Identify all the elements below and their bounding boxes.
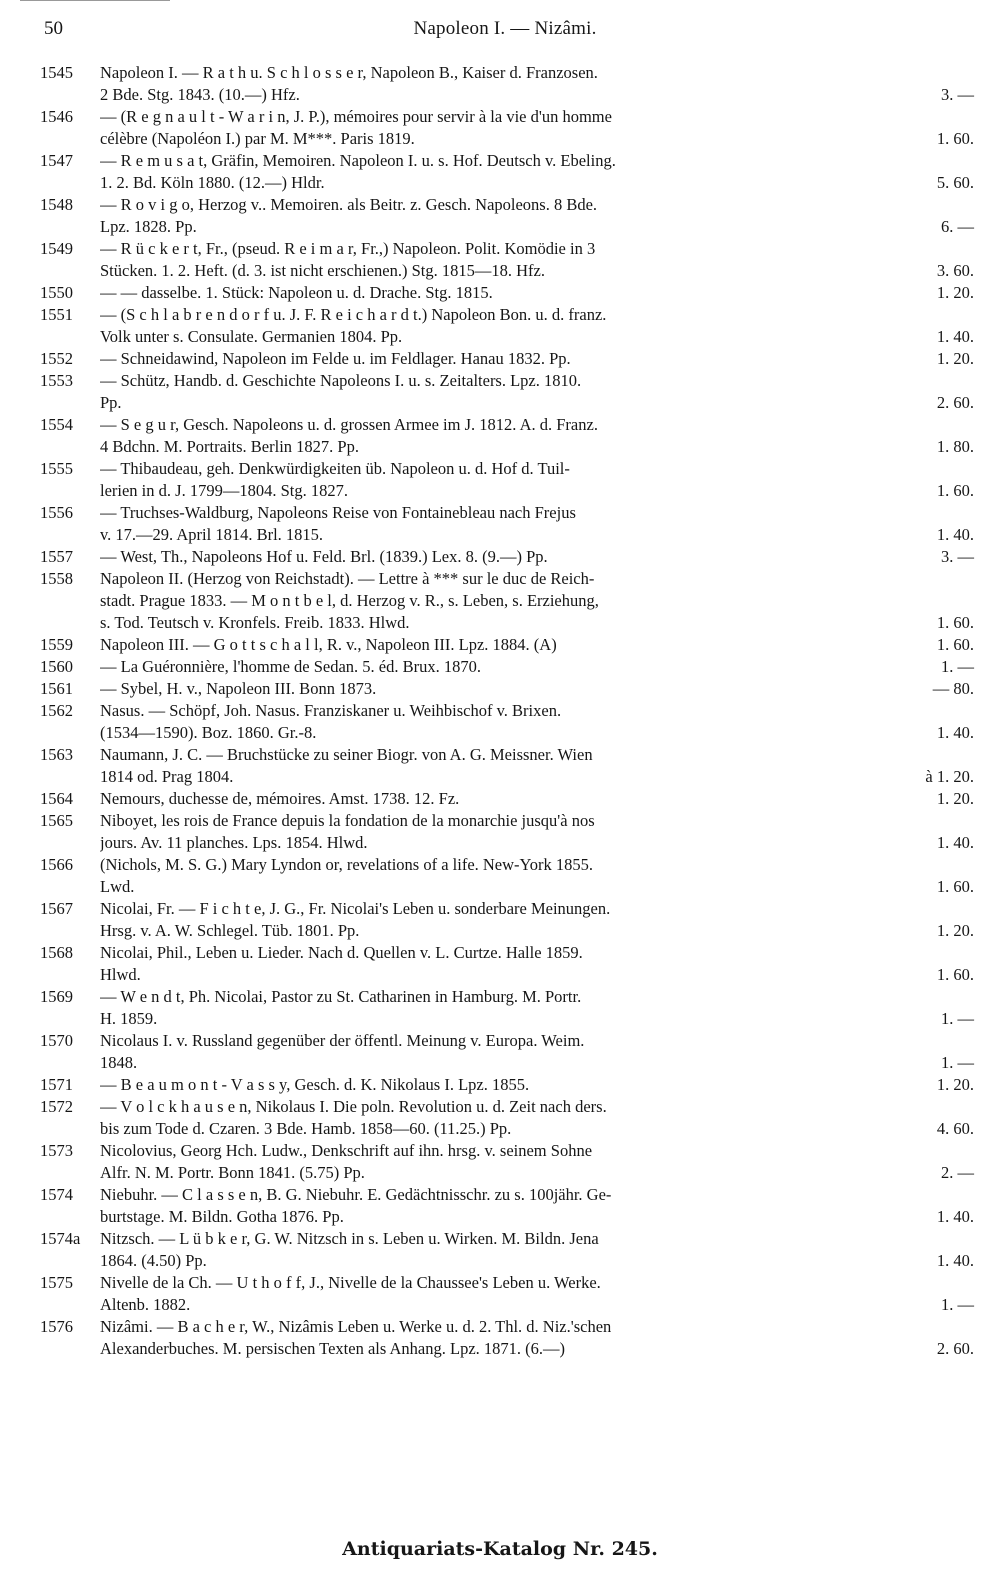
entry-text: Hrsg. v. A. W. Schlegel. Tüb. 1801. Pp. xyxy=(100,921,360,940)
entry-line xyxy=(100,612,974,634)
entry-description xyxy=(100,194,974,238)
catalog-entry xyxy=(40,414,974,458)
top-edge-rule xyxy=(20,0,170,1)
entry-line xyxy=(100,964,974,986)
entry-line xyxy=(100,1250,974,1272)
entry-line xyxy=(100,436,974,458)
catalog-entry xyxy=(40,348,974,370)
entry-line xyxy=(100,656,974,678)
entry-line xyxy=(100,898,974,920)
catalog-entry xyxy=(40,1272,974,1316)
entry-line xyxy=(100,502,974,524)
entry-price: 1. 60. xyxy=(936,481,974,500)
entry-price: 1. 40. xyxy=(936,1251,974,1270)
entry-description xyxy=(100,1030,974,1074)
entry-text: Napoleon III. — G o t t s c h a l l, R. v., Napoleon III. Lpz. 1884. (A) xyxy=(100,635,557,654)
entry-number: 1564 xyxy=(40,789,73,808)
entry-line xyxy=(100,920,974,942)
entry-number: 1549 xyxy=(40,239,73,258)
entry-number: 1562 xyxy=(40,701,73,720)
entry-number: 1551 xyxy=(40,305,73,324)
entry-line xyxy=(100,62,974,84)
entry-number: 1574a xyxy=(40,1229,81,1248)
entry-line xyxy=(100,326,974,348)
entry-number: 1571 xyxy=(40,1075,73,1094)
entry-price: 1. 20. xyxy=(936,283,974,302)
entry-price: 1. — xyxy=(941,657,974,676)
entry-text: Nicolovius, Georg Hch. Ludw., Denkschrift auf ihn. hrsg. v. seinem Sohne xyxy=(100,1141,593,1160)
entry-text: — S e g u r, Gesch. Napoleons u. d. grossen Armee im J. 1812. A. d. Franz. xyxy=(100,415,598,434)
entry-line xyxy=(100,1140,974,1162)
entry-text: — R ü c k e r t, Fr., (pseud. R e i m a r, Fr.,) Napoleon. Polit. Komödie in 3 xyxy=(100,239,596,258)
entry-line xyxy=(100,1272,974,1294)
entry-line xyxy=(100,942,974,964)
entry-text: 1814 od. Prag 1804. xyxy=(100,767,234,786)
entry-description xyxy=(100,942,974,986)
entry-price: 1. 20. xyxy=(936,921,974,940)
catalog-entry xyxy=(40,194,974,238)
entry-text: Nizâmi. — B a c h e r, W., Nizâmis Leben u. Werke u. d. 2. Thl. d. Niz.'schen xyxy=(100,1317,612,1336)
catalog-entry xyxy=(40,700,974,744)
catalog-footer: Antiquariats-Katalog Nr. 245. xyxy=(342,1538,658,1560)
entry-number: 1568 xyxy=(40,943,73,962)
entry-description xyxy=(100,414,974,458)
entry-text: — W e n d t, Ph. Nicolai, Pastor zu St. Catharinen in Hamburg. M. Portr. xyxy=(100,987,582,1006)
entry-price: 2. 60. xyxy=(936,393,974,412)
entry-text: Nemours, duchesse de, mémoires. Amst. 1738. 12. Fz. xyxy=(100,789,460,808)
entry-text: — B e a u m o n t - V a s s y, Gesch. d. K. Nikolaus I. Lpz. 1855. xyxy=(100,1075,530,1094)
entry-number: 1548 xyxy=(40,195,73,214)
catalog-entry xyxy=(40,1140,974,1184)
entry-number: 1553 xyxy=(40,371,73,390)
catalog-entry xyxy=(40,62,974,106)
entry-line xyxy=(100,832,974,854)
entry-line xyxy=(100,1184,974,1206)
entry-line xyxy=(100,348,974,370)
entry-description xyxy=(100,106,974,150)
catalog-entry xyxy=(40,458,974,502)
entry-text: Alfr. N. M. Portr. Bonn 1841. (5.75) Pp. xyxy=(100,1163,365,1182)
entry-text: Napoleon I. — R a t h u. S c h l o s s e r, Napoleon B., Kaiser d. Franzosen. xyxy=(100,63,598,82)
entry-text: — West, Th., Napoleons Hof u. Feld. Brl. (1839.) Lex. 8. (9.—) Pp. xyxy=(100,547,548,566)
catalog-entry xyxy=(40,1184,974,1228)
entry-description xyxy=(100,634,974,656)
catalog-entry xyxy=(40,788,974,810)
entry-price: — 80. xyxy=(932,679,974,698)
entry-number: 1561 xyxy=(40,679,73,698)
entry-text: Nicolai, Fr. — F i c h t e, J. G., Fr. Nicolai's Leben u. sonderbare Meinungen. xyxy=(100,899,611,918)
entry-description xyxy=(100,788,974,810)
entry-number: 1575 xyxy=(40,1273,73,1292)
entry-line xyxy=(100,1162,974,1184)
entry-text: Nicolai, Phil., Leben u. Lieder. Nach d. Quellen v. L. Curtze. Halle 1859. xyxy=(100,943,583,962)
entry-text: Altenb. 1882. xyxy=(100,1295,191,1314)
entry-text: — V o l c k h a u s e n, Nikolaus I. Die poln. Revolution u. d. Zeit nach ders. xyxy=(100,1097,607,1116)
entry-description xyxy=(100,282,974,304)
entry-line xyxy=(100,766,974,788)
entry-line xyxy=(100,150,974,172)
entry-text: stadt. Prague 1833. — M o n t b e l, d. Herzog v. R., s. Leben, s. Erziehung, xyxy=(100,591,599,610)
entry-description xyxy=(100,656,974,678)
catalog-entry xyxy=(40,238,974,282)
entry-number: 1547 xyxy=(40,151,73,170)
catalog-entry xyxy=(40,546,974,568)
entry-text: (Nichols, M. S. G.) Mary Lyndon or, revelations of a life. New-York 1855. xyxy=(100,855,594,874)
entry-line xyxy=(100,1030,974,1052)
entry-line xyxy=(100,260,974,282)
entry-text: — Thibaudeau, geh. Denkwürdigkeiten üb. Napoleon u. d. Hof d. Tuil- xyxy=(100,459,570,478)
entry-line xyxy=(100,546,974,568)
entry-text: Napoleon II. (Herzog von Reichstadt). — Lettre à *** sur le duc de Reich- xyxy=(100,569,595,588)
entry-description xyxy=(100,62,974,106)
entry-text: Hlwd. xyxy=(100,965,141,984)
catalog-entry xyxy=(40,568,974,634)
entry-line xyxy=(100,1316,974,1338)
catalog-entry xyxy=(40,1030,974,1074)
entry-text: 1. 2. Bd. Köln 1880. (12.—) Hldr. xyxy=(100,173,325,192)
entry-text: Nitzsch. — L ü b k e r, G. W. Nitzsch in s. Leben u. Wirken. M. Bildn. Jena xyxy=(100,1229,599,1248)
entry-text: Pp. xyxy=(100,393,122,412)
entry-text: — — dasselbe. 1. Stück: Napoleon u. d. Drache. Stg. 1815. xyxy=(100,283,493,302)
entry-text: Lpz. 1828. Pp. xyxy=(100,217,197,236)
entry-line xyxy=(100,810,974,832)
entry-line xyxy=(100,788,974,810)
entry-price: 1. 40. xyxy=(936,723,974,742)
entry-price: 2. 60. xyxy=(936,1339,974,1358)
entry-text: — Schütz, Handb. d. Geschichte Napoleons I. u. s. Zeitalters. Lpz. 1810. xyxy=(100,371,582,390)
entry-line xyxy=(100,1008,974,1030)
entry-line xyxy=(100,172,974,194)
entry-line xyxy=(100,194,974,216)
entry-line xyxy=(100,458,974,480)
entry-text: 4 Bdchn. M. Portraits. Berlin 1827. Pp. xyxy=(100,437,359,456)
catalog-entry xyxy=(40,986,974,1030)
entry-text: v. 17.—29. April 1814. Brl. 1815. xyxy=(100,525,324,544)
entry-description xyxy=(100,502,974,546)
entry-number: 1567 xyxy=(40,899,73,918)
entry-text: Lwd. xyxy=(100,877,135,896)
entry-line xyxy=(100,1294,974,1316)
entry-text: jours. Av. 11 planches. Lps. 1854. Hlwd. xyxy=(100,833,368,852)
entry-line xyxy=(100,1206,974,1228)
entry-line xyxy=(100,1074,974,1096)
entry-description xyxy=(100,986,974,1030)
entry-text: — (R e g n a u l t - W a r i n, J. P.), mémoires pour servir à la vie d'un homme xyxy=(100,107,612,126)
entry-line xyxy=(100,722,974,744)
entry-text: — R o v i g o, Herzog v.. Memoiren. als Beitr. z. Gesch. Napoleons. 8 Bde. xyxy=(100,195,598,214)
entry-price: 1. 60. xyxy=(936,965,974,984)
entry-description xyxy=(100,458,974,502)
entry-number: 1559 xyxy=(40,635,73,654)
entry-price: 4. 60. xyxy=(936,1119,974,1138)
entry-price: 1. 40. xyxy=(936,833,974,852)
catalog-entry xyxy=(40,942,974,986)
entry-price: 1. 80. xyxy=(936,437,974,456)
entry-line xyxy=(100,282,974,304)
entry-text: s. Tod. Teutsch v. Kronfels. Freib. 1833. Hlwd. xyxy=(100,613,410,632)
entry-text: Naumann, J. C. — Bruchstücke zu seiner Biogr. von A. G. Meissner. Wien xyxy=(100,745,593,764)
entry-number: 1572 xyxy=(40,1097,73,1116)
entry-line xyxy=(100,524,974,546)
entry-text: Niboyet, les rois de France depuis la fondation de la monarchie jusqu'à nos xyxy=(100,811,595,830)
catalog-entry xyxy=(40,656,974,678)
entry-text: bis zum Tode d. Czaren. 3 Bde. Hamb. 1858—60. (11.25.) Pp. xyxy=(100,1119,512,1138)
entry-number: 1546 xyxy=(40,107,73,126)
entry-description xyxy=(100,678,974,700)
entry-description xyxy=(100,238,974,282)
entry-line xyxy=(100,854,974,876)
entry-text: Volk unter s. Consulate. Germanien 1804. Pp. xyxy=(100,327,403,346)
entry-line xyxy=(100,238,974,260)
entry-number: 1557 xyxy=(40,547,73,566)
entry-description xyxy=(100,304,974,348)
entry-price: 6. — xyxy=(941,217,974,236)
entry-price: à 1. 20. xyxy=(925,767,974,786)
entry-price: 5. 60. xyxy=(936,173,974,192)
entry-description xyxy=(100,898,974,942)
entry-price: 1. 60. xyxy=(936,877,974,896)
entry-text: burtstage. M. Bildn. Gotha 1876. Pp. xyxy=(100,1207,344,1226)
page-header xyxy=(40,14,970,48)
page-number: 50 xyxy=(44,18,63,39)
entry-line xyxy=(100,216,974,238)
entry-number: 1545 xyxy=(40,63,73,82)
entry-description xyxy=(100,150,974,194)
entry-line xyxy=(100,392,974,414)
entry-line xyxy=(100,84,974,106)
entry-line xyxy=(100,480,974,502)
entry-line xyxy=(100,986,974,1008)
entry-text: Niebuhr. — C l a s s e n, B. G. Niebuhr. E. Gedächtnisschr. zu s. 100jähr. Ge- xyxy=(100,1185,612,1204)
catalog-entry xyxy=(40,150,974,194)
catalog-entry xyxy=(40,1228,974,1272)
entry-description xyxy=(100,1140,974,1184)
catalog-entries xyxy=(40,62,974,1360)
entry-description xyxy=(100,568,974,634)
entry-number: 1565 xyxy=(40,811,73,830)
entry-text: (1534—1590). Boz. 1860. Gr.-8. xyxy=(100,723,317,742)
catalog-entry xyxy=(40,1096,974,1140)
entry-number: 1576 xyxy=(40,1317,73,1336)
entry-description xyxy=(100,348,974,370)
entry-description xyxy=(100,546,974,568)
catalog-entry xyxy=(40,744,974,788)
entry-price: 1. 40. xyxy=(936,327,974,346)
entry-text: Stücken. 1. 2. Heft. (d. 3. ist nicht erschienen.) Stg. 1815—18. Hfz. xyxy=(100,261,545,280)
entry-text: — Sybel, H. v., Napoleon III. Bonn 1873. xyxy=(100,679,377,698)
entry-number: 1558 xyxy=(40,569,73,588)
catalog-entry xyxy=(40,370,974,414)
catalog-entry xyxy=(40,810,974,854)
entry-price: 1. 60. xyxy=(936,613,974,632)
entry-price: 3. — xyxy=(941,85,974,104)
entry-line xyxy=(100,1338,974,1360)
entry-text: Nivelle de la Ch. — U t h o f f, J., Nivelle de la Chaussee's Leben u. Werke. xyxy=(100,1273,601,1292)
entry-description xyxy=(100,1228,974,1272)
entry-line xyxy=(100,106,974,128)
entry-price: 1. 40. xyxy=(936,525,974,544)
entry-number: 1550 xyxy=(40,283,73,302)
catalog-entry xyxy=(40,898,974,942)
entry-line xyxy=(100,128,974,150)
entry-price: 3. — xyxy=(941,547,974,566)
entry-line xyxy=(100,700,974,722)
entry-number: 1573 xyxy=(40,1141,73,1160)
catalog-entry xyxy=(40,678,974,700)
entry-number: 1552 xyxy=(40,349,73,368)
entry-line xyxy=(100,634,974,656)
entry-line xyxy=(100,744,974,766)
entry-line xyxy=(100,678,974,700)
entry-price: 1. — xyxy=(941,1009,974,1028)
entry-text: — La Guéronnière, l'homme de Sedan. 5. éd. Brux. 1870. xyxy=(100,657,482,676)
entry-price: 1. 40. xyxy=(936,1207,974,1226)
entry-number: 1569 xyxy=(40,987,73,1006)
entry-price: 1. 20. xyxy=(936,349,974,368)
entry-number: 1570 xyxy=(40,1031,73,1050)
entry-price: 1. 20. xyxy=(936,1075,974,1094)
entry-line xyxy=(100,876,974,898)
entry-number: 1556 xyxy=(40,503,73,522)
entry-text: 2 Bde. Stg. 1843. (10.—) Hfz. xyxy=(100,85,300,104)
entry-line xyxy=(100,590,974,612)
entry-text: Alexanderbuches. M. persischen Texten als Anhang. Lpz. 1871. (6.—) xyxy=(100,1339,566,1358)
entry-number: 1555 xyxy=(40,459,73,478)
entry-number: 1574 xyxy=(40,1185,73,1204)
entry-text: — (S c h l a b r e n d o r f u. J. F. R e i c h a r d t.) Napoleon Bon. u. d. franz. xyxy=(100,305,607,324)
entry-description xyxy=(100,744,974,788)
entry-text: H. 1859. xyxy=(100,1009,158,1028)
catalog-entry xyxy=(40,1316,974,1360)
entry-description xyxy=(100,1272,974,1316)
entry-text: — Truchses-Waldburg, Napoleons Reise von Fontainebleau nach Frejus xyxy=(100,503,576,522)
running-head: Napoleon I. — Nizâmi. xyxy=(413,18,597,39)
entry-price: 1. 60. xyxy=(936,635,974,654)
entry-description xyxy=(100,1074,974,1096)
entry-price: 1. — xyxy=(941,1295,974,1314)
entry-price: 1. — xyxy=(941,1053,974,1072)
entry-text: 1848. xyxy=(100,1053,138,1072)
entry-description xyxy=(100,1184,974,1228)
catalog-entry xyxy=(40,502,974,546)
catalog-entry xyxy=(40,304,974,348)
entry-price: 3. 60. xyxy=(936,261,974,280)
entry-text: célèbre (Napoléon I.) par M. M***. Paris 1819. xyxy=(100,129,415,148)
catalog-entry xyxy=(40,854,974,898)
entry-line xyxy=(100,370,974,392)
entry-price: 2. — xyxy=(941,1163,974,1182)
entry-line xyxy=(100,1052,974,1074)
entry-line xyxy=(100,304,974,326)
entry-number: 1554 xyxy=(40,415,73,434)
entry-line xyxy=(100,414,974,436)
entry-line xyxy=(100,568,974,590)
entry-description xyxy=(100,700,974,744)
entry-text: Nasus. — Schöpf, Joh. Nasus. Franziskaner u. Weihbischof v. Brixen. xyxy=(100,701,562,720)
entry-description xyxy=(100,1316,974,1360)
entry-number: 1560 xyxy=(40,657,73,676)
entry-price: 1. 20. xyxy=(936,789,974,808)
entry-price: 1. 60. xyxy=(936,129,974,148)
catalog-entry xyxy=(40,1074,974,1096)
catalog-entry xyxy=(40,634,974,656)
entry-text: — Schneidawind, Napoleon im Felde u. im Feldlager. Hanau 1832. Pp. xyxy=(100,349,571,368)
entry-description xyxy=(100,810,974,854)
entry-description xyxy=(100,854,974,898)
entry-text: — R e m u s a t, Gräfin, Memoiren. Napoleon I. u. s. Hof. Deutsch v. Ebeling. xyxy=(100,151,616,170)
entry-number: 1563 xyxy=(40,745,73,764)
entry-text: lerien in d. J. 1799—1804. Stg. 1827. xyxy=(100,481,348,500)
entry-number: 1566 xyxy=(40,855,73,874)
entry-text: Nicolaus I. v. Russland gegenüber der öffentl. Meinung v. Europa. Weim. xyxy=(100,1031,585,1050)
entry-description xyxy=(100,1096,974,1140)
catalog-entry xyxy=(40,106,974,150)
entry-text: 1864. (4.50) Pp. xyxy=(100,1251,207,1270)
entry-line xyxy=(100,1118,974,1140)
catalog-entry xyxy=(40,282,974,304)
entry-line xyxy=(100,1228,974,1250)
entry-line xyxy=(100,1096,974,1118)
entry-description xyxy=(100,370,974,414)
